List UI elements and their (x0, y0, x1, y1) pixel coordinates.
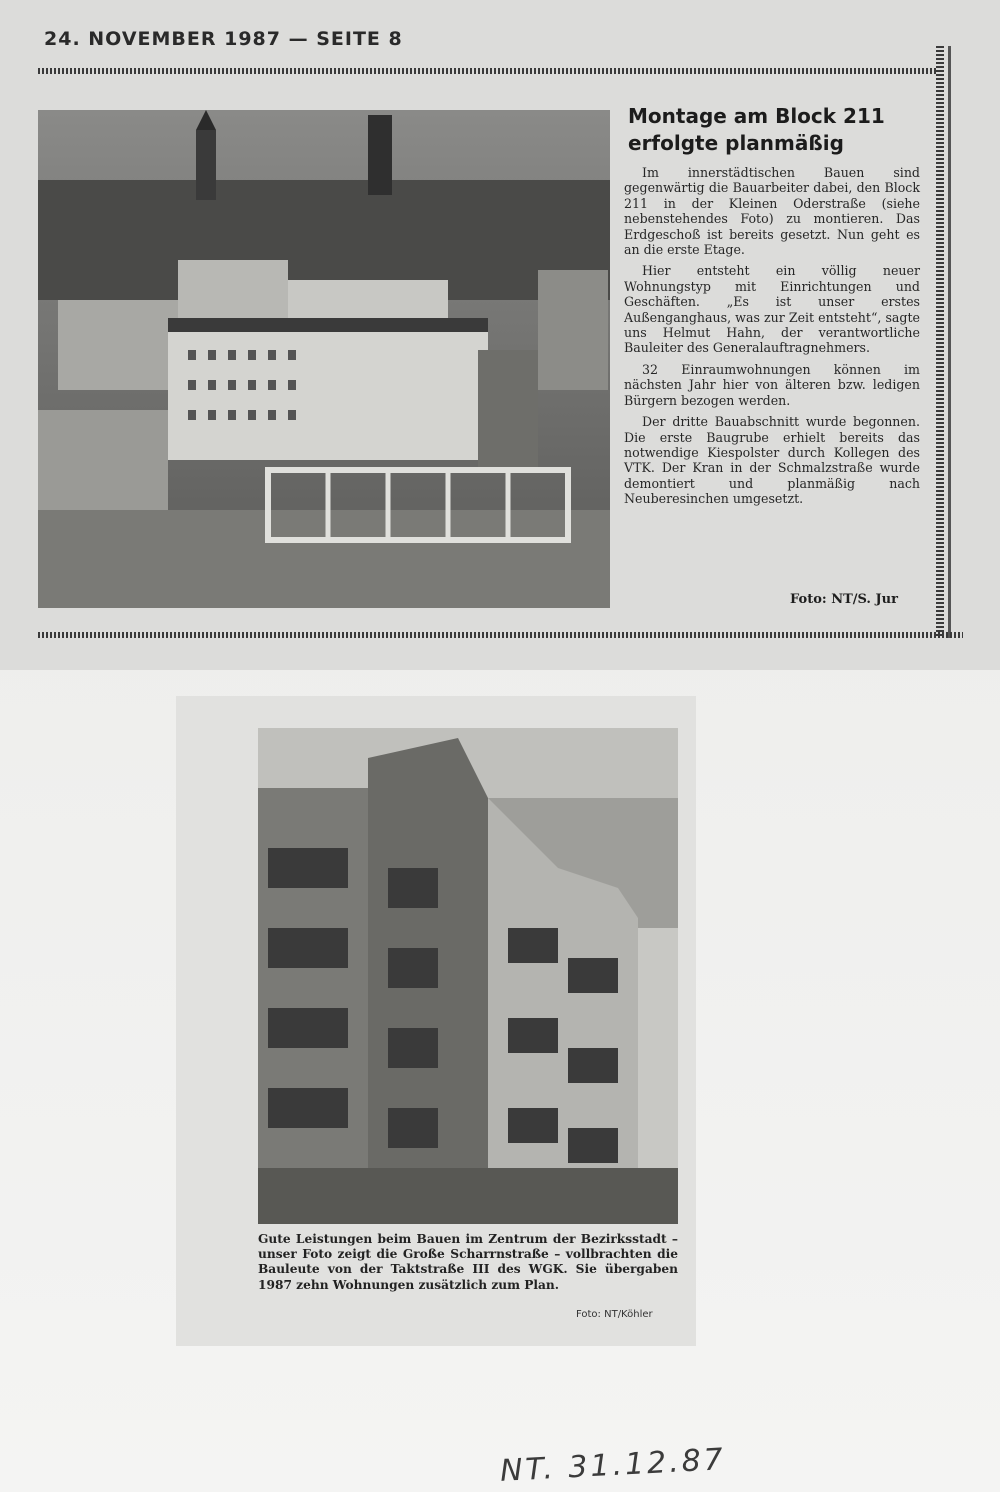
handwritten-date-note: NT. 31.12.87 (499, 1442, 727, 1489)
article-body (624, 165, 920, 513)
right-rule (936, 46, 944, 638)
page-header: 24. NOVEMBER 1987 — SEITE 8 (44, 28, 403, 50)
headline-line-2: erfolgte planmäßig (628, 131, 844, 155)
top-rule (38, 68, 938, 74)
right-rule-solid (948, 46, 951, 638)
bottom-rule (38, 632, 963, 638)
paragraph: Hier entsteht ein völlig neuer Wohnungstyp mit Einrichtungen und Geschäften. „Es ist unser erstes Außenganghaus, was zur Zeit entsteht“, sagte uns Helmut Hahn, der verantwortliche Bauleiter des Generalauftragnehmers. (624, 263, 920, 356)
building-facade-photo (258, 728, 678, 1224)
paragraph: 32 Einraumwohnungen können im nächsten Jahr hier von älteren bzw. ledigen Bürgern bezogen werden. (624, 361, 920, 408)
headline-line-1: Montage am Block 211 (628, 104, 885, 128)
photo-caption: Gute Leistungen beim Bauen im Zentrum der Bezirksstadt – unser Foto zeigt die Große Scharrnstraße – vollbrachten die Bauleute von der Taktstraße III des WGK. Sie übergaben 1987 zehn Wohnungen zusätzlich zum Plan. (258, 1232, 678, 1292)
paragraph: Der dritte Bauabschnitt wurde begonnen. Die erste Baugrube erhielt bereits das notwendige Kiespolster durch Kollegen des VTK. Der Kran in der Schmalzstraße wurde demontiert und planmäßig nach Neuberesinchen umgesetzt. (624, 414, 920, 507)
photo-credit: Foto: NT/S. Jur (790, 592, 898, 607)
aerial-city-photo (38, 110, 610, 608)
photo-credit-2: Foto: NT/Köhler (576, 1309, 653, 1320)
paragraph: Im innerstädtischen Bauen sind gegenwärtig die Bauarbeiter dabei, den Block 211 in der Kleinen Oderstraße (siehe nebenstehendes Foto) zu montieren. Das Erdgeschoß ist bereits gesetzt. Nun geht es an die erste Etage. (624, 165, 920, 258)
article-headline (628, 103, 928, 157)
